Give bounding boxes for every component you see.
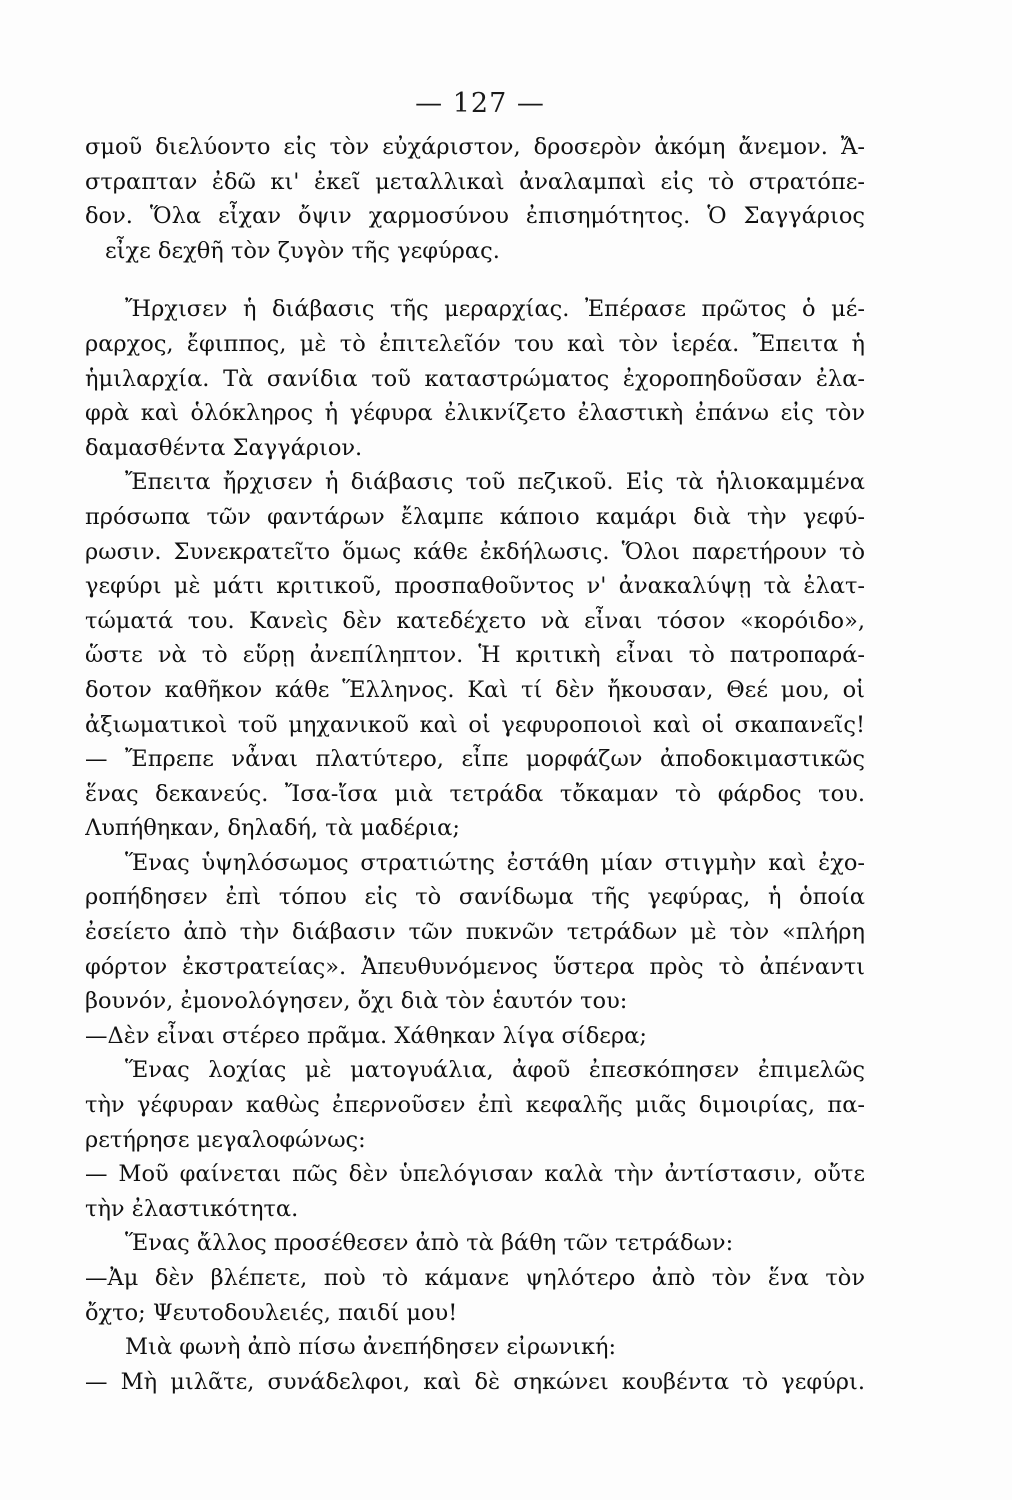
text-line: δοτον καθῆκον κάθε Ἕλληνος. Καὶ τί δὲν ἤκουσαν, Θεέ μου, οἱ bbox=[85, 676, 865, 703]
text-line: γεφύρι μὲ μάτι κριτικοῦ, προσπαθοῦντος ν' ἀνακαλύψῃ τὰ ἐλατ- bbox=[85, 573, 865, 600]
text-line: Ἕνας ὑψηλόσωμος στρατιώτης ἐστάθη μίαν στιγμὴν καὶ ἐχο- bbox=[125, 849, 865, 876]
text-line: βουνόν, ἐμονολόγησεν, ὄχι διὰ τὸν ἑαυτόν του: bbox=[85, 988, 628, 1015]
text-line: τὴν ἐλαστικότητα. bbox=[85, 1195, 299, 1222]
paragraph-gap bbox=[85, 268, 865, 292]
text-line: Μιὰ φωνὴ ἀπὸ πίσω ἀνεπήδησεν εἰρωνική: bbox=[125, 1334, 617, 1361]
text-line: Ἔπειτα ἤρχισεν ἡ διάβασις τοῦ πεζικοῦ. Εἰς τὰ ἡλιοκαμμένα bbox=[125, 469, 865, 496]
text-line: ὄχτο; Ψευτοδουλειές, παιδί μου! bbox=[85, 1299, 458, 1326]
text-line: τὴν γέφυραν καθὼς ἐπερνοῦσεν ἐπὶ κεφαλῆς μιᾶς διμοιρίας, πα- bbox=[85, 1092, 865, 1119]
text-line: ὥστε νὰ τὸ εὕρῃ ἀνεπίληπτον. Ἡ κριτικὴ εἶναι τὸ πατροπαρά- bbox=[85, 642, 865, 669]
text-line: εἶχε δεχθῆ τὸν ζυγὸν τῆς γεφύρας. bbox=[105, 237, 500, 264]
text-line: Ἕνας λοχίας μὲ ματογυάλια, ἀφοῦ ἐπεσκόπησεν ἐπιμελῶς bbox=[125, 1057, 865, 1084]
text-line: ραρχος, ἔφιππος, μὲ τὸ ἐπιτελεῖόν του καὶ τὸν ἱερέα. Ἔπειτα ἡ bbox=[85, 330, 865, 357]
text-line: ρετήρησε μεγαλοφώνως: bbox=[85, 1126, 366, 1153]
text-line: — Μοῦ φαίνεται πῶς δὲν ὑπελόγισαν καλὰ τὴν ἀντίστασιν, οὔτε bbox=[85, 1161, 865, 1188]
text-line: — Μὴ μιλᾶτε, συνάδελφοι, καὶ δὲ σηκώνει κουβέντα τὸ γεφύρι. bbox=[85, 1368, 865, 1395]
text-line: ἀξιωματικοὶ τοῦ μηχανικοῦ καὶ οἱ γεφυροποιοὶ καὶ οἱ σκαπανεῖς! bbox=[85, 711, 865, 738]
text-line: δαμασθέντα Σαγγάριον. bbox=[85, 434, 363, 461]
page-number: — 127 — bbox=[415, 88, 545, 119]
text-line: Λυπήθηκαν, δηλαδή, τὰ μαδέρια; bbox=[85, 815, 460, 842]
text-line: στραπταν ἐδῶ κι' ἐκεῖ μεταλλικαὶ ἀναλαμπαὶ εἰς τὸ στρατόπε- bbox=[85, 168, 865, 195]
text-line: — Ἔπρεπε νἆναι πλατύτερο, εἶπε μορφάζων ἀποδοκιμαστικῶς bbox=[85, 746, 865, 773]
text-line: πρόσωπα τῶν φαντάρων ἔλαμπε κάποιο καμάρι διὰ τὴν γεφύ- bbox=[85, 503, 865, 530]
text-line: ἡμιλαρχία. Τὰ σανίδια τοῦ καταστρώματος ἐχοροπηδοῦσαν ἐλα- bbox=[85, 365, 865, 392]
text-line: ἕνας δεκανεύς. Ἴσα-ἴσα μιὰ τετράδα τὄκαμαν τὸ φάρδος του. bbox=[85, 780, 865, 807]
text-line: δον. Ὅλα εἶχαν ὄψιν χαρμοσύνου ἐπισημότητος. Ὁ Σαγγάριος bbox=[85, 203, 865, 230]
text-line: φρὰ καὶ ὁλόκληρος ἡ γέφυρα ἐλικνίζετο ἐλαστικὴ ἐπάνω εἰς τὸν bbox=[85, 400, 865, 427]
text-line: τώματά του. Κανεὶς δὲν κατεδέχετο νὰ εἶναι τόσον «κορόιδο», bbox=[85, 607, 865, 634]
text-line: Ἕνας ἄλλος προσέθεσεν ἀπὸ τὰ βάθη τῶν τετράδων: bbox=[125, 1230, 734, 1257]
text-line: —Δὲν εἶναι στέρεο πρᾶμα. Χάθηκαν λίγα σίδερα; bbox=[85, 1022, 647, 1049]
body-text bbox=[85, 130, 865, 1399]
text-line: φόρτον ἐκστρατείας». Ἀπευθυνόμενος ὕστερα πρὸς τὸ ἀπέναντι bbox=[85, 953, 865, 980]
text-line: Ἤρχισεν ἡ διάβασις τῆς μεραρχίας. Ἐπέρασε πρῶτος ὁ μέ- bbox=[125, 296, 865, 323]
text-line: ρωσιν. Συνεκρατεῖτο ὅμως κάθε ἐκδήλωσις. Ὅλοι παρετήρουν τὸ bbox=[85, 538, 865, 565]
text-line: ροπήδησεν ἐπὶ τόπου εἰς τὸ σανίδωμα τῆς γεφύρας, ἡ ὁποία bbox=[85, 884, 865, 911]
text-line: ἐσείετο ἀπὸ τὴν διάβασιν τῶν πυκνῶν τετράδων μὲ τὸν «πλήρη bbox=[85, 919, 865, 946]
text-line: —Ἀμ δὲν βλέπετε, ποὺ τὸ κάμανε ψηλότερο ἀπὸ τὸν ἕνα τὸν bbox=[85, 1265, 865, 1291]
text-line: σμοῦ διελύοντο εἰς τὸν εὐχάριστον, δροσερὸν ἀκόμη ἄνεμον. Ἄ- bbox=[85, 134, 865, 160]
